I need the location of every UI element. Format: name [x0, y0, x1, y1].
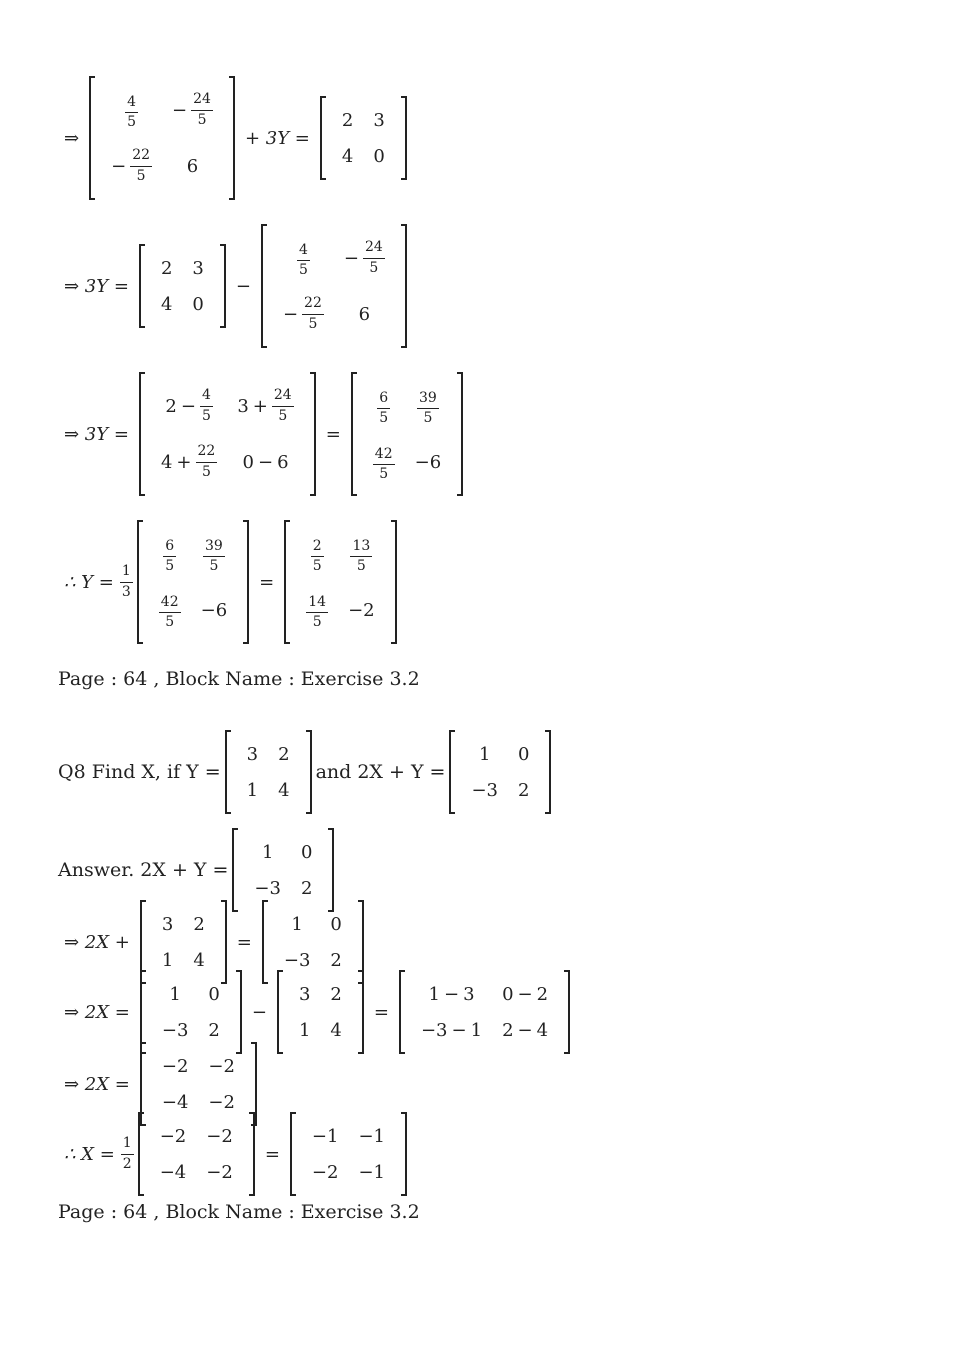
matrix-cell: − $\frac{22}{5}$	[282, 295, 322, 332]
answer-step-5	[58, 1112, 411, 1196]
equation-step-1	[58, 76, 411, 200]
matrix-cell	[363, 434, 405, 490]
matrix	[139, 372, 316, 496]
matrix-cell: 0	[300, 841, 313, 863]
fraction: $\frac{39}{5}$	[418, 389, 437, 426]
matrix-cell	[149, 582, 191, 638]
matrix-cell: −3	[254, 877, 281, 899]
matrix-cell: −2	[206, 1125, 233, 1147]
lhs-text: ⇒ 2X =	[64, 1001, 130, 1023]
operator-text: −	[235, 275, 251, 297]
matrix-cell: 1	[161, 949, 174, 971]
matrix-cell: − $\frac{24}{5}$	[172, 91, 211, 128]
matrix-cell: −6	[200, 599, 228, 621]
matrix-cell: −3 − 1	[420, 1019, 483, 1041]
fraction: $\frac{4}{5}$	[298, 241, 308, 278]
matrix-cell: 1	[246, 779, 259, 801]
matrix-cell: 3	[246, 743, 259, 765]
fraction: $\frac{4}{5}$	[201, 387, 211, 424]
matrix-cell: 3	[192, 257, 204, 279]
matrix-cell: 1	[291, 913, 303, 935]
matrix-cell: 2 − 4	[502, 1019, 549, 1041]
matrix-cell: − $\frac{24}{5}$	[343, 239, 383, 276]
matrix-cell: 2	[341, 109, 354, 131]
fraction: $\frac{13}{5}$	[352, 537, 371, 574]
fraction: $\frac{14}{5}$	[308, 593, 327, 630]
matrix-cell: 4	[193, 949, 205, 971]
matrix-cell: 2 − $\frac{4}{5}$	[165, 387, 211, 424]
matrix	[225, 730, 312, 814]
matrix-cell: 3	[161, 913, 174, 935]
matrix-cell: 0	[373, 145, 385, 167]
scalar-fraction: $\frac{1}{3}$	[121, 563, 131, 600]
matrix-cell: 2	[300, 877, 313, 899]
matrix-cell: −3	[471, 779, 499, 801]
matrix	[290, 1112, 407, 1196]
fraction: $\frac{42}{5}$	[374, 445, 393, 482]
matrix	[320, 96, 407, 180]
matrix-cell: 1	[298, 1019, 311, 1041]
matrix-cell: −1	[311, 1125, 339, 1147]
matrix-cell: 0 − 6	[242, 451, 289, 473]
matrix-cell: −2	[208, 1091, 235, 1113]
page-reference: Page : 64 , Block Name : Exercise 3.2	[58, 1201, 420, 1223]
implies-symbol: ⇒	[64, 127, 80, 149]
matrix-cell: 2	[330, 983, 342, 1005]
matrix-cell: −1	[358, 1125, 385, 1147]
matrix-cell: −3	[161, 1019, 189, 1041]
matrix-cell: 4	[341, 145, 354, 167]
matrix-cell: 0	[518, 743, 530, 765]
matrix-cell: 3	[298, 983, 311, 1005]
matrix	[137, 520, 249, 644]
fraction: $\frac{22}{5}$	[304, 295, 322, 332]
matrix-cell: −2	[159, 1125, 187, 1147]
operator-text: =	[259, 571, 275, 593]
lhs-text: ∴ Y =	[64, 571, 114, 593]
matrix-cell: −2	[161, 1055, 189, 1077]
equation-step-4	[58, 520, 401, 644]
matrix-cell: 2	[160, 257, 173, 279]
matrix-cell: 4	[278, 779, 290, 801]
page-reference: Page : 64 , Block Name : Exercise 3.2	[58, 668, 420, 690]
operator-text: =	[236, 931, 252, 953]
matrix-cell: 1	[261, 841, 274, 863]
matrix-cell: −2	[208, 1055, 235, 1077]
fraction: $\frac{2}{5}$	[312, 537, 322, 574]
equation-step-2	[58, 224, 411, 348]
matrix-cell: 1	[479, 743, 491, 765]
scalar-fraction: $\frac{1}{2}$	[122, 1135, 132, 1172]
matrix-cell: −1	[358, 1161, 385, 1183]
matrix-cell: 1 − 3	[428, 983, 475, 1005]
operator-text: + 3Y =	[244, 127, 310, 149]
fraction: $\frac{24}{5}$	[364, 239, 383, 276]
matrix-cell: 4	[330, 1019, 342, 1041]
equation-step-3	[58, 372, 467, 496]
lhs-text: ∴ X =	[64, 1143, 115, 1165]
matrix-cell: − $\frac{22}{5}$	[111, 147, 151, 184]
matrix	[351, 372, 463, 496]
matrix	[261, 224, 407, 348]
operator-text: =	[325, 423, 341, 445]
matrix-cell	[273, 230, 334, 286]
matrix	[138, 1112, 255, 1196]
matrix-cell: 3 + $\frac{24}{5}$	[237, 387, 292, 424]
fraction: $\frac{39}{5}$	[204, 537, 223, 574]
matrix-cell: −6	[414, 451, 442, 473]
matrix-cell	[149, 526, 191, 582]
matrix-cell: 6	[358, 303, 371, 325]
matrix-cell: −4	[159, 1161, 187, 1183]
fraction: $\frac{22}{5}$	[132, 147, 151, 184]
matrix-cell: −2	[206, 1161, 233, 1183]
matrix-cell	[405, 378, 452, 434]
matrix-cell: −4	[161, 1091, 189, 1113]
fraction: $\frac{6}{5}$	[165, 537, 175, 574]
operator-text: −	[251, 1001, 267, 1023]
lhs-text: ⇒ 2X =	[64, 1073, 130, 1095]
matrix-cell	[191, 526, 238, 582]
matrix	[139, 244, 226, 328]
question-8	[58, 730, 555, 814]
matrix-cell: 2	[330, 949, 342, 971]
question-prefix: Q8 Find X, if Y =	[58, 761, 221, 783]
fraction: $\frac{42}{5}$	[160, 593, 179, 630]
matrix-cell: −2	[311, 1161, 339, 1183]
matrix-cell: 0	[330, 913, 342, 935]
matrix-cell: −2	[348, 599, 375, 621]
matrix-cell: 6	[186, 155, 199, 177]
lhs-text: ⇒ 3Y =	[64, 275, 129, 297]
lhs-text: ⇒ 2X +	[64, 931, 130, 953]
matrix	[284, 520, 396, 644]
answer-prefix: Answer. 2X + Y =	[58, 859, 229, 881]
matrix-cell	[338, 526, 385, 582]
matrix-cell: 0	[192, 293, 204, 315]
matrix-cell	[363, 378, 405, 434]
fraction: $\frac{22}{5}$	[197, 443, 216, 480]
matrix-cell: 0 − 2	[502, 983, 549, 1005]
matrix	[277, 970, 364, 1054]
matrix	[399, 970, 570, 1054]
operator-text: =	[264, 1143, 280, 1165]
matrix-cell: 4	[160, 293, 173, 315]
matrix-cell: −3	[283, 949, 311, 971]
matrix-cell: 2	[208, 1019, 220, 1041]
fraction: $\frac{6}{5}$	[379, 389, 389, 426]
matrix	[89, 76, 235, 200]
lhs-text: ⇒ 3Y =	[64, 423, 129, 445]
matrix-cell	[101, 82, 162, 138]
question-mid: and 2X + Y =	[315, 761, 446, 783]
matrix-cell: 2	[193, 913, 205, 935]
fraction: $\frac{4}{5}$	[127, 93, 137, 130]
matrix-cell: 4 + $\frac{22}{5}$	[160, 443, 216, 480]
matrix-cell	[296, 526, 338, 582]
matrix-cell: 2	[278, 743, 290, 765]
matrix	[449, 730, 551, 814]
fraction: $\frac{24}{5}$	[193, 91, 211, 128]
matrix-cell: 3	[373, 109, 385, 131]
operator-text: =	[373, 1001, 389, 1023]
matrix-cell	[296, 582, 338, 638]
matrix-cell: 0	[208, 983, 220, 1005]
matrix-cell: 2	[518, 779, 530, 801]
fraction: $\frac{24}{5}$	[273, 387, 292, 424]
matrix-cell: 1	[169, 983, 181, 1005]
